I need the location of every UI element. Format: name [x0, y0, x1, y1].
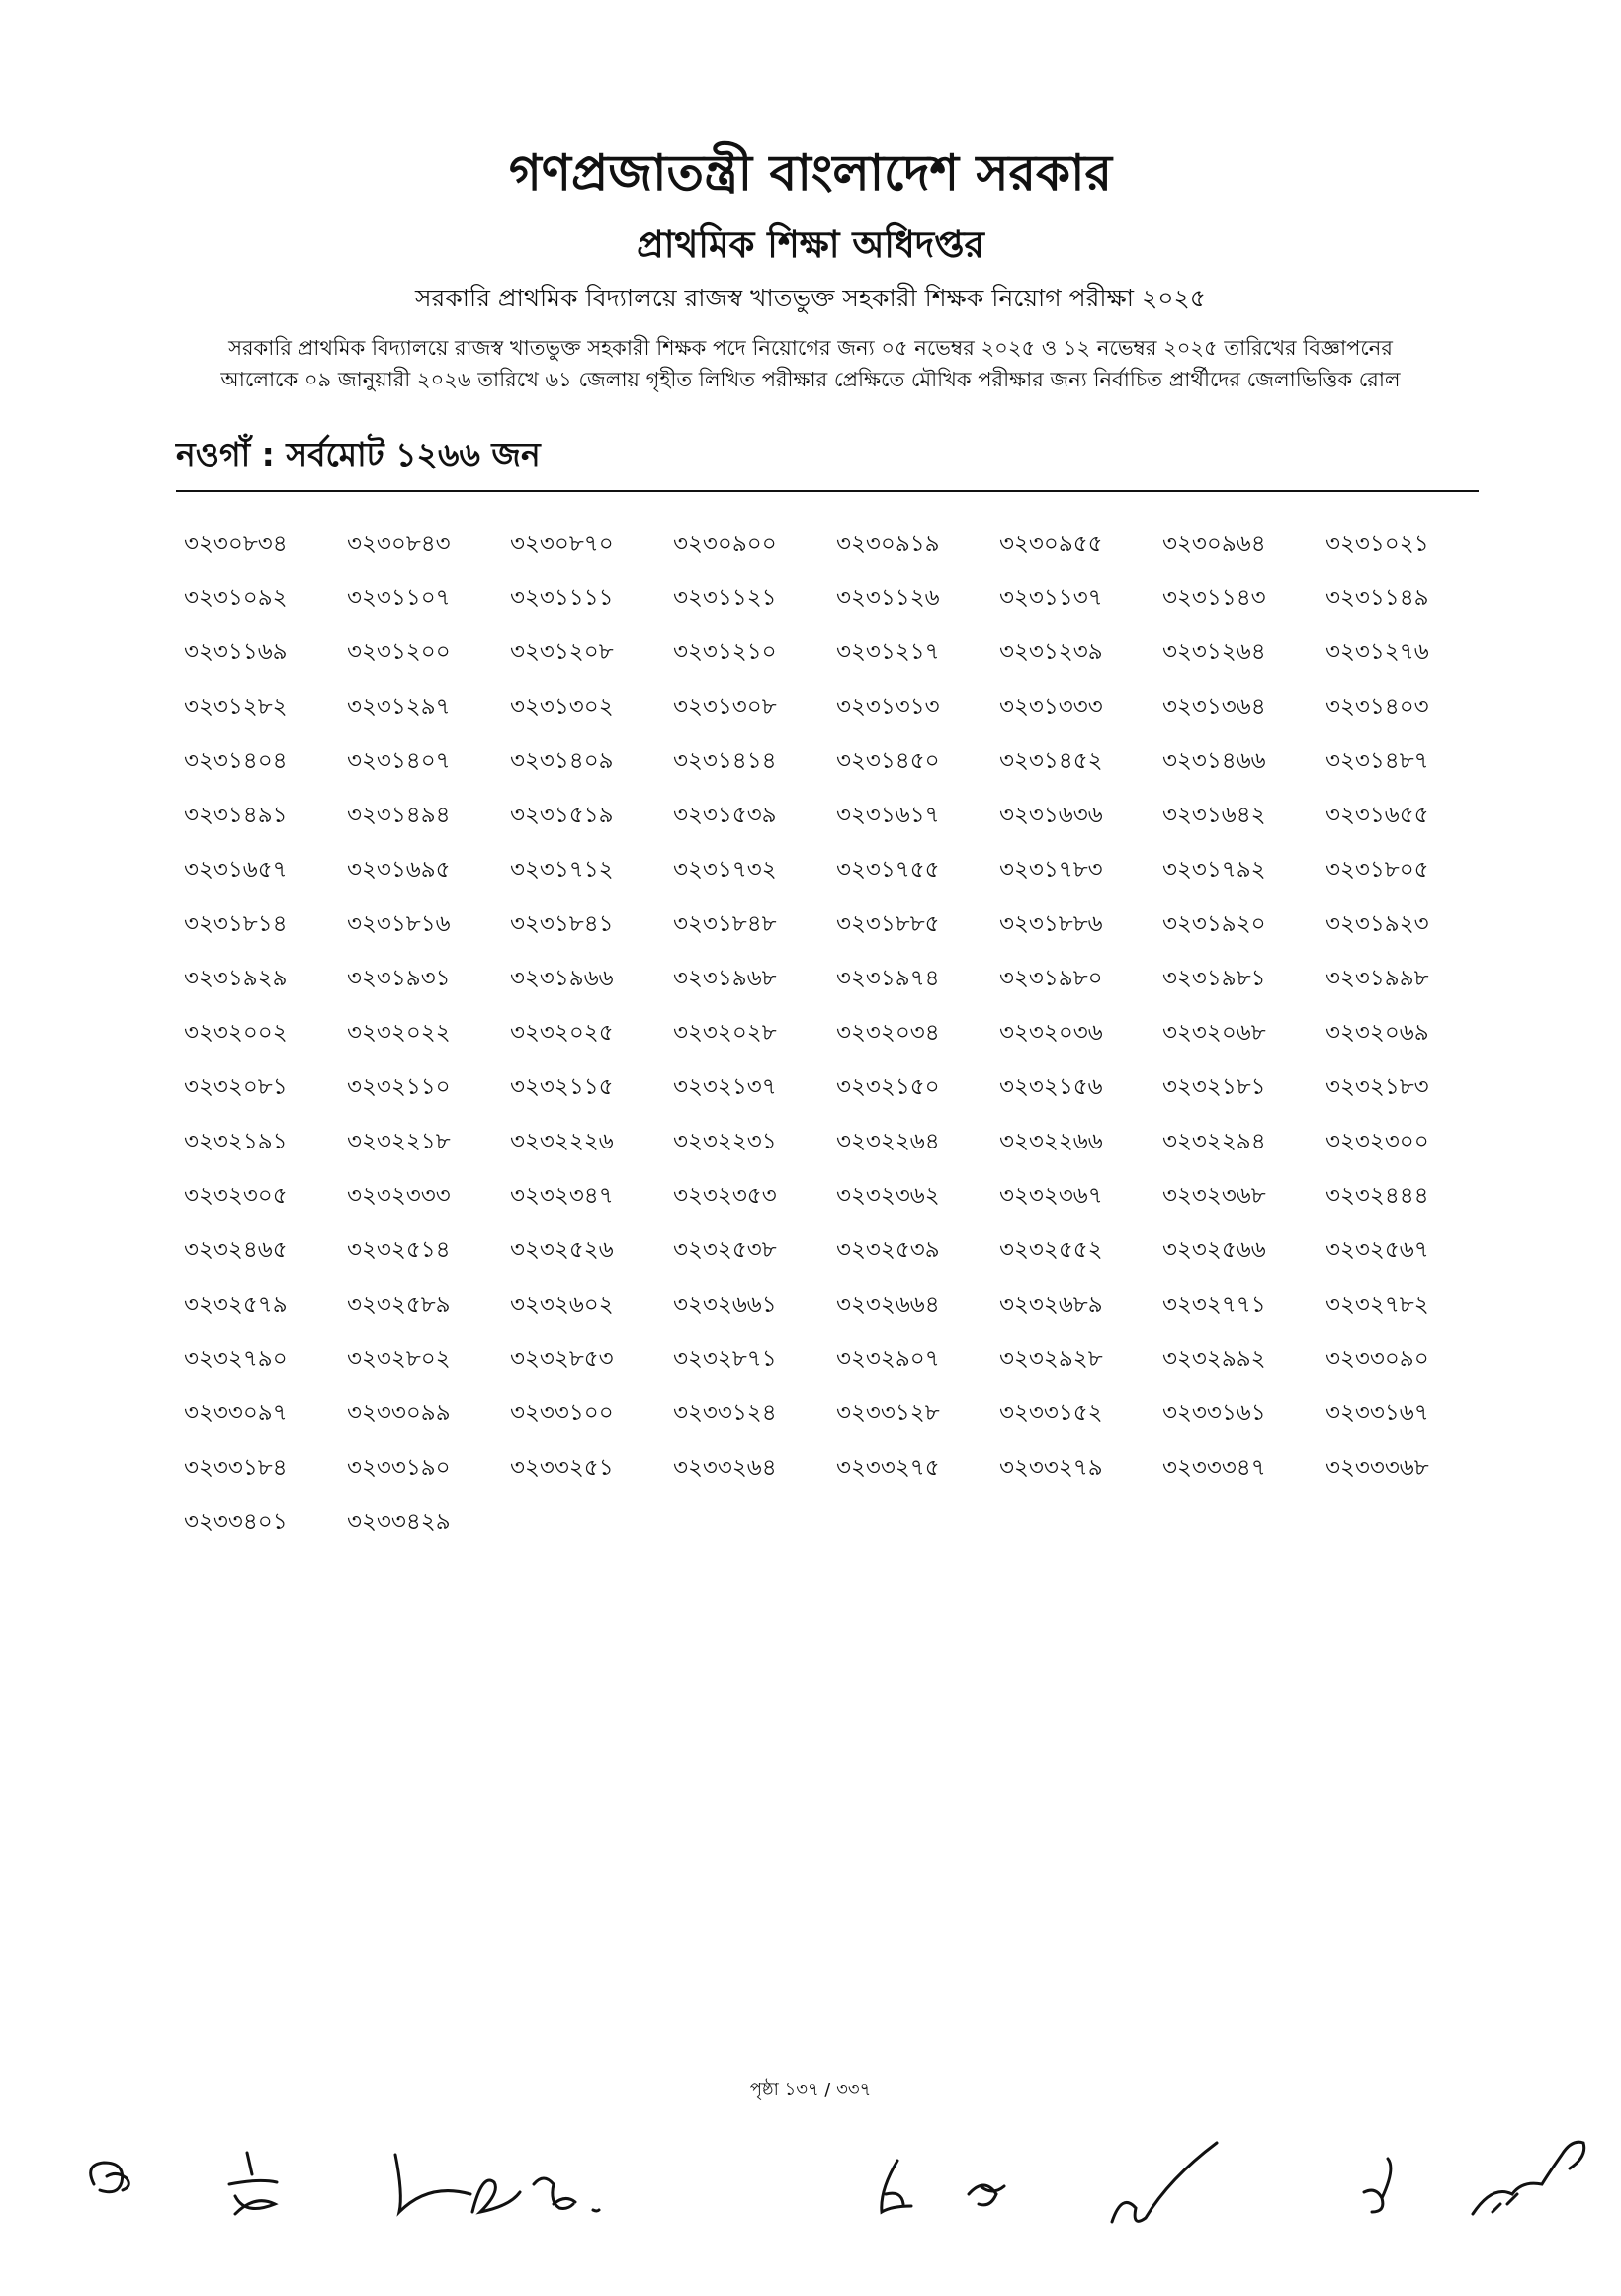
signature-2 [229, 2153, 277, 2214]
roll-number: ৩২৩২১৮১ [1162, 1074, 1266, 1100]
roll-number: ৩২৩০৮৪৩ [347, 531, 451, 556]
roll-number: ৩২৩৩২৬৪ [673, 1455, 777, 1481]
signature-1 [91, 2163, 129, 2192]
roll-number: ৩২৩১৪৯১ [184, 803, 288, 828]
roll-number: ৩২৩১৪০৩ [1325, 694, 1429, 720]
roll-number: ৩২৩২২৩১ [673, 1129, 777, 1154]
roll-number: ৩২৩১১২৬ [836, 585, 940, 611]
roll-number: ৩২৩২৩৫৩ [673, 1183, 777, 1209]
roll-number: ৩২৩২৩৪৭ [510, 1183, 614, 1209]
roll-number: ৩২৩৩৩৪৭ [1162, 1455, 1266, 1481]
roll-number: ৩২৩২৬৮৯ [999, 1292, 1103, 1318]
signature-7 [969, 2185, 1004, 2205]
roll-number: ৩২৩২৯৯২ [1162, 1346, 1266, 1372]
roll-number: ৩২৩৩১৫২ [999, 1401, 1103, 1426]
roll-number: ৩২৩৩১২৮ [836, 1401, 940, 1426]
roll-number: ৩২৩২৫৮৯ [347, 1292, 451, 1318]
roll-number: ৩২৩৩১২৪ [673, 1401, 777, 1426]
roll-number: ৩২৩১৮৪১ [510, 911, 614, 937]
roll-number: ৩২৩১২৯৭ [347, 694, 451, 720]
roll-number: ৩২৩১৬৫৭ [184, 857, 288, 883]
roll-number: ৩২৩১৪৬৬ [1162, 748, 1266, 774]
roll-number: ৩২৩১৮৮৬ [999, 911, 1103, 937]
roll-number: ৩২৩২১৯১ [184, 1129, 288, 1154]
roll-number: ৩২৩১৪৮৭ [1325, 748, 1429, 774]
roll-number: ৩২৩১৫৩৯ [673, 803, 777, 828]
roll-number: ৩২৩১৪১৪ [673, 748, 777, 774]
roll-number: ৩২৩৩১৬৭ [1325, 1401, 1429, 1426]
directorate-title: প্রাথমিক শিক্ষা অধিদপ্তর [637, 223, 984, 266]
roll-number: ৩২৩০৮৩৪ [184, 531, 288, 556]
roll-number: ৩২৩১৪৫০ [836, 748, 940, 774]
roll-number: ৩২৩১৯৭৪ [836, 966, 940, 991]
roll-number: ৩২৩১৯২০ [1162, 911, 1266, 937]
roll-number: ৩২৩০৯১৯ [836, 531, 940, 556]
signature-8 [1112, 2143, 1217, 2222]
roll-number: ৩২৩১৬৩৬ [999, 803, 1103, 828]
roll-number: ৩২৩১৯৬৬ [510, 966, 614, 991]
roll-number: ৩২৩২৩০৫ [184, 1183, 288, 1209]
roll-number: ৩২৩১৯৯৮ [1325, 966, 1429, 991]
roll-number: ৩২৩১৯৮১ [1162, 966, 1266, 991]
roll-number: ৩২৩১৭১২ [510, 857, 614, 883]
roll-number: ৩২৩১৪৫২ [999, 748, 1103, 774]
roll-number: ৩২৩৩৪০১ [184, 1509, 288, 1535]
roll-number: ৩২৩২২৬৪ [836, 1129, 940, 1154]
notice-line-1: সরকারি প্রাথমিক বিদ্যালয়ে রাজস্ব খাতভুক্ত সহকারী শিক্ষক পদে নিয়োগের জন্য ০৫ নভেম্বর ২০২৫ ও ১২ নভেম্বর ২০২৫ তারিখের বিজ্ঞাপনের [228, 336, 1393, 360]
roll-number: ৩২৩২২৬৬ [999, 1129, 1103, 1154]
roll-number: ৩২৩২০৮১ [184, 1074, 288, 1100]
roll-number: ৩২৩১৩১৩ [836, 694, 940, 720]
roll-number: ৩২৩১৯৩১ [347, 966, 451, 991]
roll-number: ৩২৩১৭৩২ [673, 857, 777, 883]
roll-number: ৩২৩১৪৯৪ [347, 803, 451, 828]
roll-number: ৩২৩১১৪৯ [1325, 585, 1429, 611]
roll-number: ৩২৩২৫৭৯ [184, 1292, 288, 1318]
roll-number: ৩২৩২১১০ [347, 1074, 451, 1100]
roll-number: ৩২৩২৫৬৭ [1325, 1237, 1429, 1263]
roll-number: ৩২৩১৯৮০ [999, 966, 1103, 991]
roll-number: ৩২৩২০০২ [184, 1020, 288, 1046]
roll-number: ৩২৩২১৫০ [836, 1074, 940, 1100]
roll-number: ৩২৩২০২২ [347, 1020, 451, 1046]
roll-number: ৩২৩১২৩৯ [999, 639, 1103, 665]
roll-number: ৩২৩২২১৮ [347, 1129, 451, 1154]
roll-number: ৩২৩৩০৯৭ [184, 1401, 288, 1426]
exam-title: সরকারি প্রাথমিক বিদ্যালয়ে রাজস্ব খাতভুক্ত সহকারী শিক্ষক নিয়োগ পরীক্ষা ২০২৫ [415, 284, 1206, 312]
roll-number: ৩২৩২৮৭১ [673, 1346, 777, 1372]
roll-number: ৩২৩১৯৬৮ [673, 966, 777, 991]
roll-number: ৩২৩৩১০০ [510, 1401, 614, 1426]
signature-9 [1364, 2159, 1391, 2212]
signature-10 [1473, 2142, 1584, 2214]
roll-number: ৩২৩১৭৮৩ [999, 857, 1103, 883]
roll-number: ৩২৩১৮৮৫ [836, 911, 940, 937]
roll-number: ৩২৩২৭৭১ [1162, 1292, 1266, 1318]
roll-number: ৩২৩৩২৭৫ [836, 1455, 940, 1481]
page-number: পৃষ্ঠা ১৩৭ / ৩৩৭ [749, 2080, 872, 2100]
roll-number: ৩২৩২৯২৮ [999, 1346, 1103, 1372]
roll-number: ৩২৩২০২৮ [673, 1020, 777, 1046]
roll-number: ৩২৩২৭৮২ [1325, 1292, 1429, 1318]
roll-number-grid [184, 529, 1489, 1562]
roll-number: ৩২৩২৫৫২ [999, 1237, 1103, 1263]
roll-number: ৩২৩১৩০২ [510, 694, 614, 720]
roll-number: ৩২৩১৬৪২ [1162, 803, 1266, 828]
roll-number: ৩২৩৩১৯০ [347, 1455, 451, 1481]
roll-number: ৩২৩২৮০২ [347, 1346, 451, 1372]
roll-number: ৩২৩২০৬৯ [1325, 1020, 1429, 1046]
roll-number: ৩২৩১৭৯২ [1162, 857, 1266, 883]
roll-number: ৩২৩২৩০০ [1325, 1129, 1429, 1154]
roll-number: ৩২৩১৪০৭ [347, 748, 451, 774]
roll-number: ৩২৩৩৪২৯ [347, 1509, 451, 1535]
roll-number: ৩২৩২৫২৬ [510, 1237, 614, 1263]
roll-number: ৩২৩১৩৬৪ [1162, 694, 1266, 720]
roll-number: ৩২৩২৪৬৫ [184, 1237, 288, 1263]
roll-number: ৩২৩২১৩৭ [673, 1074, 777, 1100]
roll-number: ৩২৩১২৮২ [184, 694, 288, 720]
roll-number: ৩২৩১৯২৯ [184, 966, 288, 991]
roll-number: ৩২৩১৯২৩ [1325, 911, 1429, 937]
roll-number: ৩২৩২০৩৪ [836, 1020, 940, 1046]
roll-number: ৩২৩২৫৬৬ [1162, 1237, 1266, 1263]
signatures [0, 2046, 1621, 2244]
roll-number: ৩২৩১০৯২ [184, 585, 288, 611]
roll-number: ৩২৩২০৬৮ [1162, 1020, 1266, 1046]
roll-number: ৩২৩২৯০৭ [836, 1346, 940, 1372]
roll-number: ৩২৩১৪০৪ [184, 748, 288, 774]
roll-number: ৩২৩৩২৫১ [510, 1455, 614, 1481]
roll-number: ৩২৩২৬০২ [510, 1292, 614, 1318]
signature-6 [882, 2161, 911, 2212]
roll-number: ৩২৩২০২৫ [510, 1020, 614, 1046]
roll-number: ৩২৩১৩০৮ [673, 694, 777, 720]
roll-number: ৩২৩১১২১ [673, 585, 777, 611]
roll-number: ৩২৩২৫১৪ [347, 1237, 451, 1263]
roll-number: ৩২৩২৩৬৮ [1162, 1183, 1266, 1209]
roll-number: ৩২৩১৮১৪ [184, 911, 288, 937]
roll-number: ৩২৩১৫১৯ [510, 803, 614, 828]
roll-number: ৩২৩১৮০৫ [1325, 857, 1429, 883]
roll-number: ৩২৩১২৬৪ [1162, 639, 1266, 665]
roll-number: ৩২৩২১৫৬ [999, 1074, 1103, 1100]
government-title: গণপ্রজাতন্ত্রী বাংলাদেশ সরকার [509, 144, 1112, 202]
roll-number: ৩২৩১২০০ [347, 639, 451, 665]
roll-number: ৩২৩৩১৬১ [1162, 1401, 1266, 1426]
roll-number: ৩২৩২৫৩৮ [673, 1237, 777, 1263]
heading-divider [176, 490, 1479, 492]
roll-number: ৩২৩২০৩৬ [999, 1020, 1103, 1046]
roll-number: ৩২৩১৬৯৫ [347, 857, 451, 883]
roll-number: ৩২৩২২৯৪ [1162, 1129, 1266, 1154]
roll-number: ৩২৩০৯৬৪ [1162, 531, 1266, 556]
roll-number: ৩২৩১৩৩৩ [999, 694, 1103, 720]
roll-number: ৩২৩৩০৯৯ [347, 1401, 451, 1426]
roll-number: ৩২৩১৬১৭ [836, 803, 940, 828]
roll-number: ৩২৩০৯৫৫ [999, 531, 1103, 556]
roll-number: ৩২৩০৮৭০ [510, 531, 614, 556]
roll-number: ৩২৩১২১৭ [836, 639, 940, 665]
roll-number: ৩২৩১৭৫৫ [836, 857, 940, 883]
roll-number: ৩২৩৩০৯০ [1325, 1346, 1429, 1372]
signature-3 [395, 2155, 470, 2212]
roll-number: ৩২৩১১০৭ [347, 585, 451, 611]
signature-5 [534, 2178, 599, 2211]
roll-number: ৩২৩২২২৬ [510, 1129, 614, 1154]
roll-number: ৩২৩১১৩৭ [999, 585, 1103, 611]
roll-number: ৩২৩২৪৪৪ [1325, 1183, 1429, 1209]
roll-number: ৩২৩২৩৩৩ [347, 1183, 451, 1209]
roll-number: ৩২৩২৩৬৭ [999, 1183, 1103, 1209]
roll-number: ৩২৩১১১১ [510, 585, 614, 611]
roll-number: ৩২৩১২০৮ [510, 639, 614, 665]
roll-number: ৩২৩১৬৫৫ [1325, 803, 1429, 828]
roll-number: ৩২৩২৩৬২ [836, 1183, 940, 1209]
roll-number: ৩২৩১৮১৬ [347, 911, 451, 937]
roll-number: ৩২৩০৯০০ [673, 531, 777, 556]
roll-number: ৩২৩২৫৩৯ [836, 1237, 940, 1263]
roll-number: ৩২৩১২১০ [673, 639, 777, 665]
roll-number: ৩২৩১৮৪৮ [673, 911, 777, 937]
district-heading: নওগাঁ : সর্বমোট ১২৬৬ জন [176, 435, 541, 473]
roll-number: ৩২৩২৭৯০ [184, 1346, 288, 1372]
roll-number: ৩২৩১২৭৬ [1325, 639, 1429, 665]
roll-number: ৩২৩১১৪৩ [1162, 585, 1266, 611]
roll-number: ৩২৩২১১৫ [510, 1074, 614, 1100]
roll-number: ৩২৩২৮৫৩ [510, 1346, 614, 1372]
roll-number: ৩২৩৩২৭৯ [999, 1455, 1103, 1481]
notice-line-2: আলোকে ০৯ জানুয়ারী ২০২৬ তারিখে ৬১ জেলায় গৃহীত লিখিত পরীক্ষার প্রেক্ষিতে মৌখিক পরীক্ষার জন্য নির্বাচিত প্রার্থীদের জেলাভিত্তিক রোল [220, 368, 1401, 391]
signature-4 [472, 2180, 520, 2212]
roll-number: ৩২৩১০২১ [1325, 531, 1429, 556]
roll-number: ৩২৩২৬৬১ [673, 1292, 777, 1318]
roll-number: ৩২৩২১৮৩ [1325, 1074, 1429, 1100]
roll-number: ৩২৩১৪০৯ [510, 748, 614, 774]
roll-number: ৩২৩২৬৬৪ [836, 1292, 940, 1318]
roll-number: ৩২৩৩১৮৪ [184, 1455, 288, 1481]
roll-number: ৩২৩৩৩৬৮ [1325, 1455, 1429, 1481]
roll-number: ৩২৩১১৬৯ [184, 639, 288, 665]
